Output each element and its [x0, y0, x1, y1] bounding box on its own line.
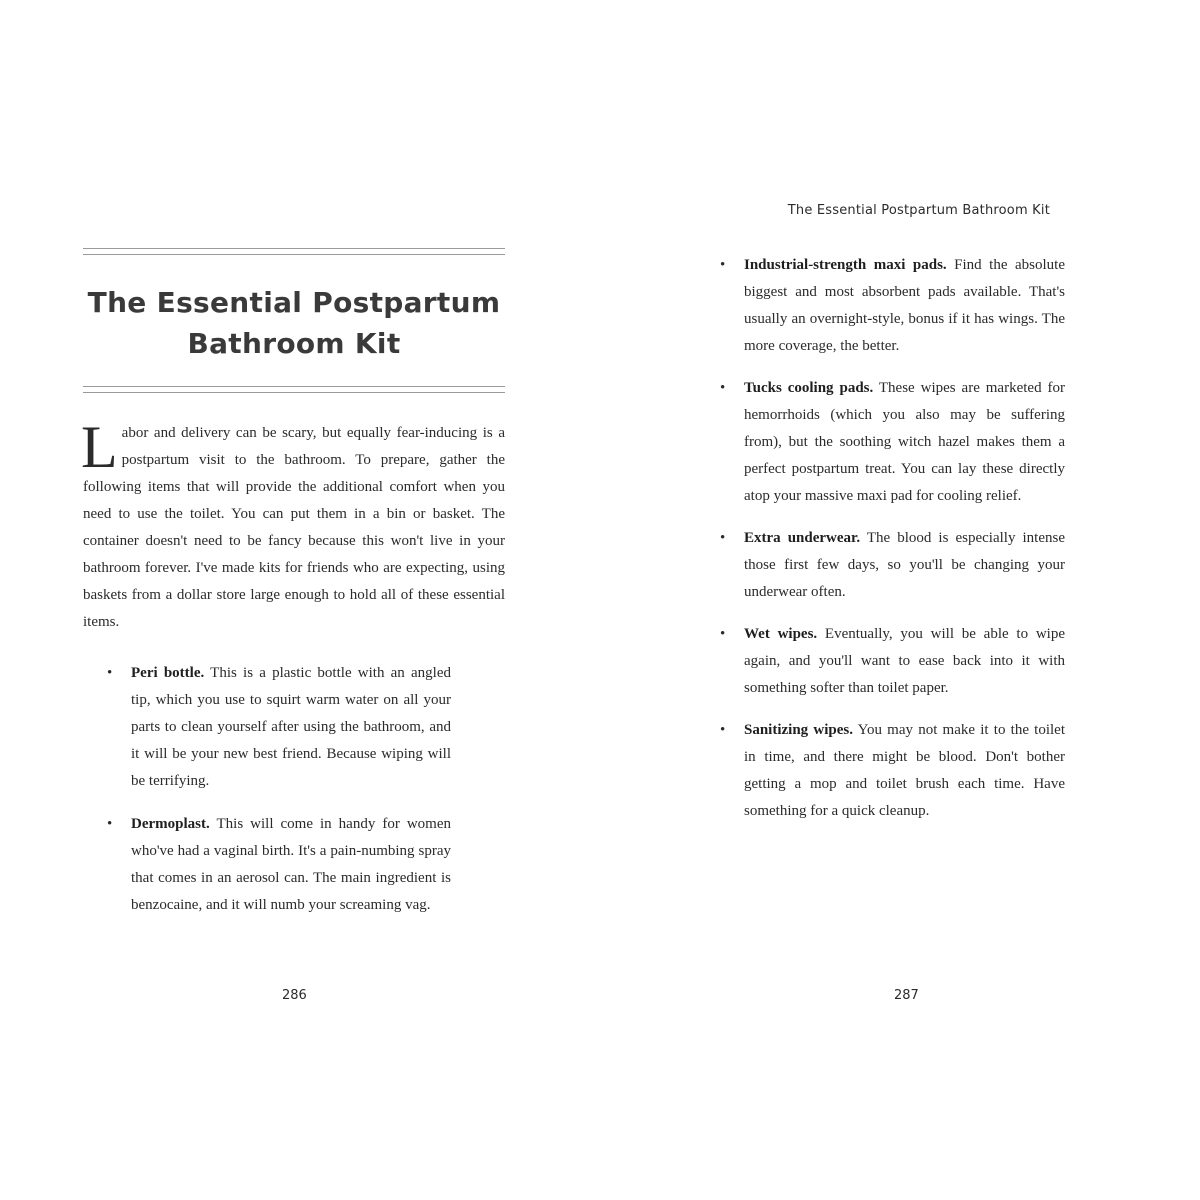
page-number-right: 287	[894, 988, 919, 1003]
list-item-maxi-pads	[720, 252, 1065, 360]
item-term: Tucks cooling pads.	[744, 380, 874, 396]
bullet: •	[720, 626, 726, 642]
bullet: •	[720, 257, 726, 273]
list-item-dermoplast	[107, 811, 451, 919]
left-item-list	[107, 660, 451, 935]
item-term: Extra underwear.	[744, 530, 861, 546]
right-page	[600, 0, 1200, 1200]
title-rule-bottom	[83, 386, 505, 394]
right-item-list	[720, 252, 1066, 840]
list-item-sanitizing-wipes	[720, 717, 1066, 825]
item-text: The blood is especially intense those first few days, so you'll be changing your underwear often.	[744, 530, 1065, 600]
item-term: Industrial-strength maxi pads.	[744, 257, 947, 273]
bullet: •	[107, 816, 113, 832]
item-text: These wipes are marketed for hemorrhoids (which you also may be suffering from), but the soothing witch hazel makes them a perfect postpartum treat. You can lay these directly atop your massive maxi pad for cooling relief.	[744, 380, 1065, 504]
item-term: Dermoplast.	[131, 816, 210, 832]
item-term: Sanitizing wipes.	[744, 722, 853, 738]
chapter-title: The Essential Postpartum Bathroom Kit	[87, 286, 501, 360]
title-rule-top	[83, 248, 505, 256]
bullet: •	[720, 722, 726, 738]
item-text: Find the absolute biggest and most absorbent pads available. That's usually an overnight-style, bonus if it has wings. The more coverage, the better.	[744, 257, 1065, 354]
item-text: You may not make it to the toilet in time, and there might be blood. Don't bother getting a mop and toilet brush each time. Have something for a quick cleanup.	[744, 722, 1066, 819]
item-term: Peri bottle.	[131, 665, 205, 681]
running-head: The Essential Postpartum Bathroom Kit	[787, 203, 1050, 218]
item-text: Eventually, you will be able to wipe again, and you'll want to ease back into it with something softer than toilet paper.	[744, 626, 1065, 696]
item-term: Wet wipes.	[744, 626, 818, 642]
bullet: •	[107, 665, 113, 681]
list-item-tucks-pads	[720, 375, 1065, 510]
item-text: This is a plastic bottle with an angled tip, which you use to squirt warm water on all your parts to clean yourself after using the bathroom, and it will be your new best friend. Because wiping will be terrifying.	[131, 665, 451, 789]
intro-text: abor and delivery can be scary, but equally fear-inducing is a postpartum visit to the bathroom. To prepare, gather the following items that will provide the additional comfort when you need to use the toilet. You can put them in a bin or basket. The container doesn't need to be fancy because this won't live in your bathroom forever. I've made kits for friends who are expecting, using baskets from a dollar store large enough to hold all of these essential items.	[83, 425, 505, 630]
list-item-extra-underwear	[720, 525, 1065, 606]
page-number-left: 286	[282, 988, 307, 1003]
drop-cap: L	[81, 414, 118, 480]
bullet: •	[720, 530, 726, 546]
bullet: •	[720, 380, 726, 396]
intro-paragraph	[81, 414, 505, 636]
list-item-peri-bottle	[107, 660, 451, 795]
item-text: This will come in handy for women who've had a vaginal birth. It's a pain-numbing spray that comes in an aerosol can. The main ingredient is benzocaine, and it will numb your screaming vag.	[131, 816, 451, 913]
list-item-wet-wipes	[720, 621, 1065, 702]
